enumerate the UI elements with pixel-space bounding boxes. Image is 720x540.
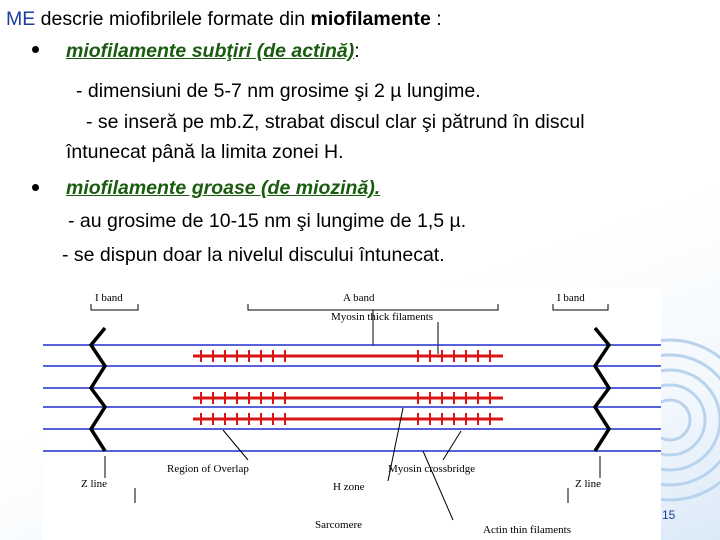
item2-heading xyxy=(66,176,380,200)
slide-title xyxy=(6,7,442,31)
label-sarcomere: Sarcomere xyxy=(315,519,363,531)
item1-heading xyxy=(66,39,360,63)
item2-line1: - au grosime de 10-15 nm şi lungime de 1,5 µ. xyxy=(68,210,467,232)
item1-line3: întunecat până la limita zonei H. xyxy=(66,141,344,163)
bullet-dot-2 xyxy=(32,184,39,191)
label-z-line-left: Z line xyxy=(81,478,107,490)
title-lead: ME xyxy=(6,8,36,30)
label-a-band: A band xyxy=(343,292,375,304)
title-bold: miofilamente xyxy=(310,8,431,30)
label-h-zone: H zone xyxy=(333,481,365,493)
label-i-band-right: I band xyxy=(557,292,585,304)
label-region-overlap: Region of Overlap xyxy=(167,463,249,475)
item2-line2: - se dispun doar la nivelul discului întunecat. xyxy=(62,244,445,266)
title-mid: descrie miofibrilele formate din xyxy=(35,8,311,30)
label-actin-thin: Actin thin filaments xyxy=(483,524,571,536)
sarcomere-diagram xyxy=(43,288,661,540)
item1-colon: : xyxy=(354,40,360,62)
label-myosin-crossbridge: Myosin crossbridge xyxy=(388,463,476,475)
label-z-line-right: Z line xyxy=(575,478,601,490)
page-number: 15 xyxy=(662,508,676,522)
label-myosin-thick: Myosin thick filaments xyxy=(331,311,434,323)
item1-line2: - se inseră pe mb.Z, strabat discul clar şi pătrund în discul xyxy=(86,111,585,133)
label-i-band-left: I band xyxy=(95,292,123,304)
title-end: : xyxy=(430,8,442,30)
item2-term: miofilamente groase (de miozină). xyxy=(66,177,381,199)
bullet-dot-1 xyxy=(32,46,39,53)
item1-term: miofilamente subţiri (de actină) xyxy=(66,40,355,62)
item1-line1: - dimensiuni de 5-7 nm grosime şi 2 µ lungime. xyxy=(76,80,481,102)
